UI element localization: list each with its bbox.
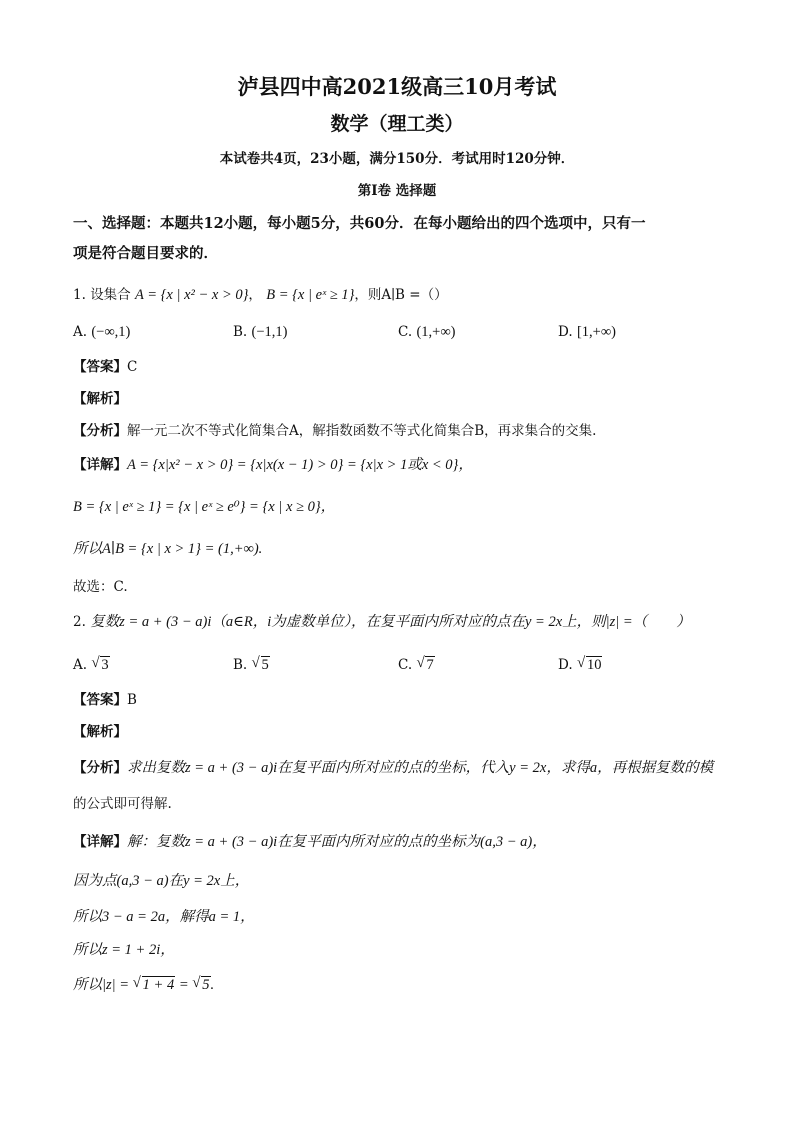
q1-answer: 【答案】C [73,359,138,375]
q2-detail-step5: 所以|z| = √ 1 + 4 = √ 5. [73,975,215,993]
q2-fenxi-line1: 【分析】求出复数z = a + (3 − a)i在复平面内所对应的点的坐标，代入y = 2x，求得a，再根据复数的模 [73,760,714,776]
question-number: 1. [73,287,86,303]
exam-info: 本试卷共4页，23小题，满分150分．考试用时120分钟． [219,151,575,167]
stem-suffix: ，则A∣B =（） [354,287,448,303]
stem-prefix: 设集合 [90,287,131,303]
q1-option-a: A. (−∞,1) [73,324,131,340]
q2-analysis-tag: 【解析】 [73,724,127,740]
q2-detail-step2: 因为点(a,3 − a)在y = 2x上， [73,873,250,889]
q1-conclusion: 故选：C. [73,579,128,595]
q2-answer: 【答案】B [73,692,137,708]
q2-fenxi-line2: 的公式即可得解. [73,796,172,812]
q2-option-b: B. √ 5 [233,655,269,673]
q1-option-d: D. [1,+∞) [558,324,616,340]
question-2-stem [73,612,691,632]
q1-detail-step2: B = {x | eˣ ≥ 1} = {x | eˣ ≥ e⁰} = {x | x ≥ 0}， [73,499,336,515]
q2-stem-text: 复数z = a + (3 − a)i（a∈R，i为虚数单位），在复平面内所对应的点在y = 2x上，则|z| =（ ） [90,614,691,630]
section-heading-line2: 项是符合题目要求的． [73,245,218,262]
q2-option-a: A. √ 3 [73,655,109,673]
q1-option-b: B. (−1,1) [233,324,288,340]
section-heading-line1: 一、选择题：本题共12小题，每小题5分，共60分．在每小题给出的四个选项中，只有一 [73,215,646,232]
q1-fenxi: 【分析】解一元二次不等式化简集合A，解指数函数不等式化简集合B，再求集合的交集. [73,423,597,439]
q2-detail-step1: 【详解】解：复数z = a + (3 − a)i在复平面内所对应的点的坐标为(a,3 − a)， [73,834,547,850]
q2-option-d: D. √ 10 [558,655,602,673]
part-heading: 第I卷 选择题 [357,183,437,199]
question-number: 2. [73,614,86,630]
set-b: B = {x | eˣ ≥ 1} [266,287,355,303]
question-1-stem: 1. 设集合 A = {x | x² − x > 0}， B = {x | eˣ ≥ 1}，则A∣B =（） [73,287,448,303]
q2-detail-step3: 所以3 − a = 2a，解得a = 1， [73,909,255,925]
exam-subtitle: 数学（理工类） [330,113,464,135]
q1-analysis-tag: 【解析】 [73,391,127,407]
q2-detail-step4: 所以z = 1 + 2i， [73,942,175,958]
exam-title: 泸县四中高2021级高三10月考试 [237,74,557,99]
q1-detail-step3: 所以A∣B = {x | x > 1} = (1,+∞). [73,541,263,557]
q1-option-c: C. (1,+∞) [398,324,456,340]
q1-detail-step1: 【详解】A = {x|x² − x > 0} = {x|x(x − 1) > 0} = {x|x > 1或x < 0}， [73,457,473,473]
q2-option-c: C. √ 7 [398,655,434,673]
set-a: A = {x | x² − x > 0} [134,287,249,303]
